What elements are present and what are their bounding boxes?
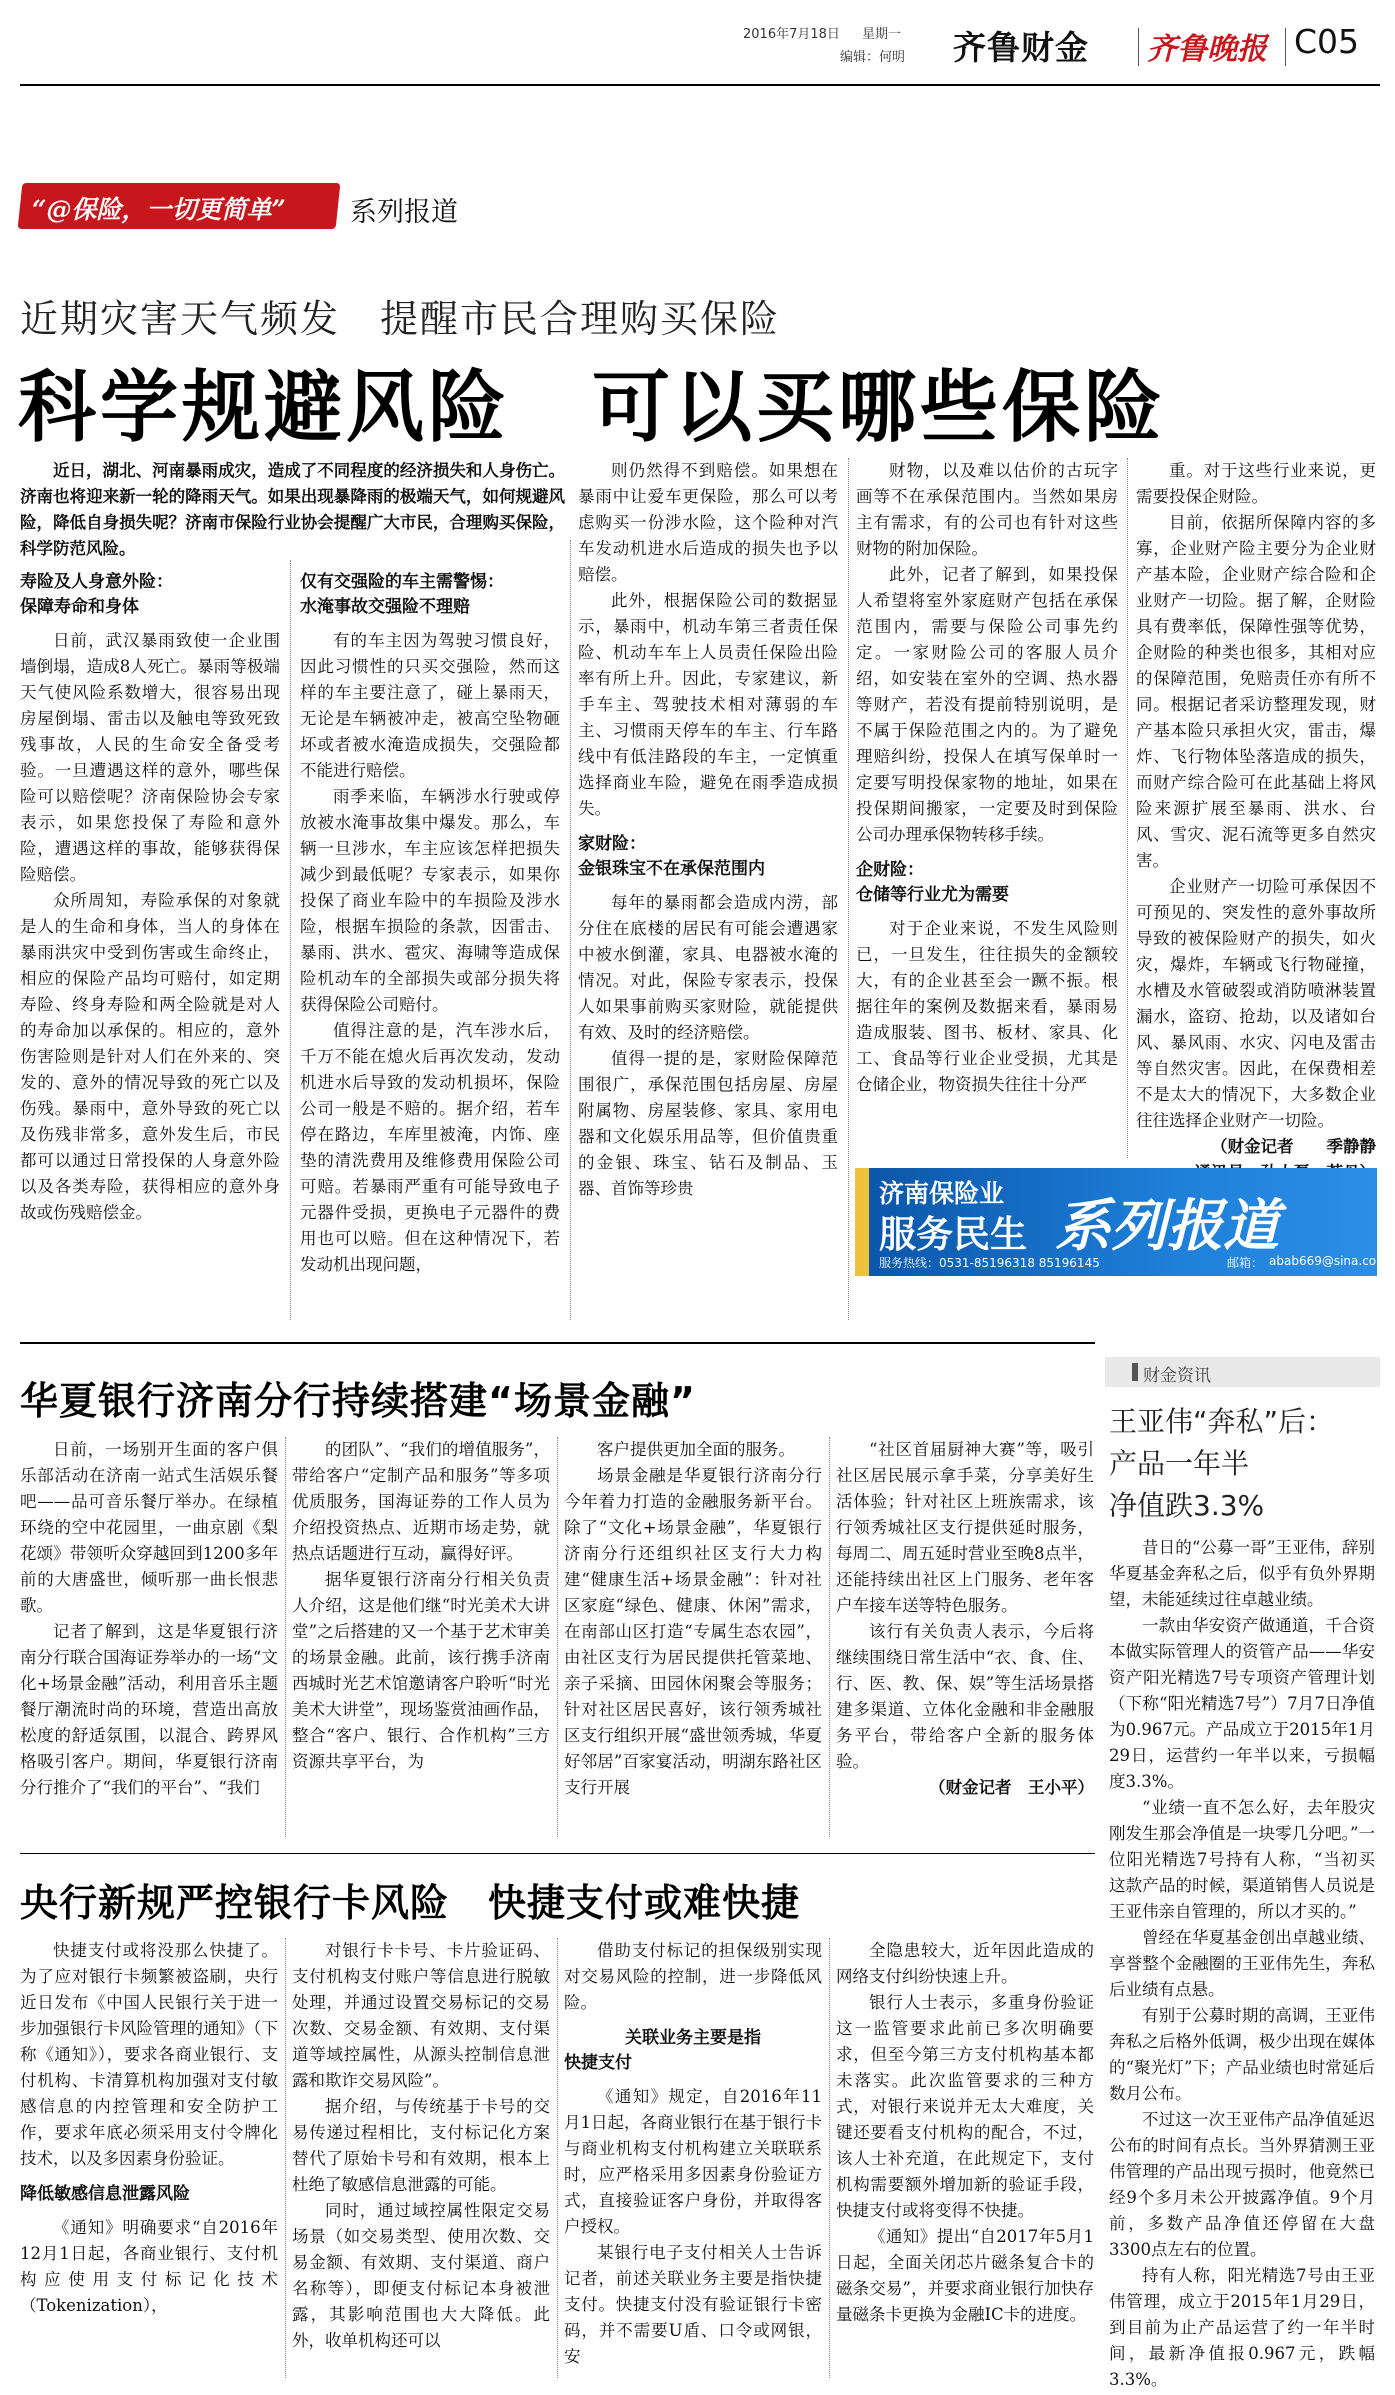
- header-section: 齐鲁财金: [953, 28, 1089, 67]
- story3-col-divider: [557, 1938, 558, 2378]
- story1-col-divider: [290, 560, 291, 1320]
- story1-col4-heading: 企财险： 仓储等行业尤为需要: [856, 860, 1009, 905]
- page-divider: [1285, 28, 1286, 66]
- story2-col-divider: [829, 1437, 830, 1837]
- story1-col1: 寿险及人身意外险： 保障寿命和身体 日前，武汉暴雨致使一企业围墙倒塌，造成8人死亡。暴雨等极端天气使风险系数增大，很容易出现房屋倒塌、雷击以及触电等致死致残事故，人民的生命安全备受考验。一旦遭遇这样的意外，哪些保险可以赔偿呢？济南保险协会专家表示，如果您投保了寿险和意外险，遭遇这样的事故，能够获得保险赔偿。 众所周知，寿险承保的对象就是人的生命和身体，当人的身体在暴雨洪灾中受到伤害或生命终止，相应的保险产品均可赔付，如定期寿险、终身寿险和两全险就是对人的寿命加以承保的。相应的，意外伤害险则是针对人们在外来的、突发的、意外的情况导致的死亡以及伤残。暴雨中，意外导致的死亡以及伤残非常多，意外发生后，市民都可以通过日常投保的人身意外险以及各类寿险，获得相应的意外身故或伤残赔偿金。: [20, 572, 280, 1222]
- series-promo-banner: [855, 1168, 1388, 1276]
- story1-col3-heading: 家财险： 金银珠宝不在承保范围内: [578, 834, 765, 879]
- story3-col1-heading: 降低敏感信息泄露风险: [20, 2184, 190, 2204]
- story3-col3-heading: 关联业务主要是指 快捷支付: [564, 2028, 761, 2073]
- story2-col-divider: [285, 1437, 286, 1837]
- story2-col1: 日前，一场别开生面的客户俱乐部活动在济南一站式生活娱乐餐吧——品可音乐餐厅举办。在绿植环绕的空中花园里，一曲京剧《梨花颂》带领听众穿越回到1200多年前的大唐盛世，倾听那一曲长恨悲歌。 记者了解到，这是华夏银行济南分行联合国海证券举办的一场“文化+场景金融”活动，利用音乐主题餐厅潮流时尚的环境，营造出高放松度的舒适氛围，以混合、跨界风格吸引客户。期间，华夏银行济南分行推介了“我们的平台”、“我们: [20, 1440, 278, 1797]
- story1-col3: 则仍然得不到赔偿。如果想在暴雨中让爱车更保险，那么可以考虑购买一份涉水险，这个险种对汽车发动机进水后造成的损失也予以赔偿。 此外，根据保险公司的数据显示，暴雨中，机动车第三者责任保险、机动车车上人员责任保险出险率有所上升。因此，专家建议，新手车主、驾驶技术相对薄弱的车主、习惯雨天停车的车主、行车路线中有低洼路段的车主，一定慎重选择商业车险，避免在雨季造成损失。 家财险： 金银珠宝不在承保范围内 每年的暴雨都会造成内涝，部分住在底楼的居民有可能会遭遇家中被水倒灌，家具、电器被水淹的情况。对此，保险专家表示，投保人如果事前购买家财险，就能提供有效、及时的经济赔偿。 值得一提的是，家财险保障范围很广，承保范围包括房屋、房屋附属物、房屋装修、家具、家用电器和文化娱乐用品等，但价值贵重的金银、珠宝、钻石及制品、玉器、首饰等珍贵: [578, 461, 838, 1198]
- story1-col-divider: [1127, 458, 1128, 1158]
- story1-lead: 近日，湖北、河南暴雨成灾，造成了不同程度的经济损失和人身伤亡。济南也将迎来新一轮的降雨天气。如果出现暴降雨的极端天气，如何规避风险，降低自身损失呢？济南市保险行业协会提醒广大市民，合理购买保险，科学防范风险。: [20, 461, 565, 558]
- story2-headline: 华夏银行济南分行持续搭建“场景金融”: [20, 1379, 696, 1423]
- story3-col-divider: [829, 1938, 830, 2378]
- newspaper-logo: 齐鲁晚报: [1147, 32, 1267, 67]
- story1-col5: 重。对于这些行业来说，更需要投保企财险。 目前，依据所保障内容的多寡，企业财产险主要分为企业财产基本险，企业财产综合险和企业财产一切险。据了解，企财险具有费率低，保障性强等优势，企财险的种类也很多，其相对应的保障范围，免赔责任亦有所不同。根据记者采访整理发现，财产基本险只承担火灾，雷击，爆炸、飞行物体坠落造成的损失，而财产综合险可在此基础上将风险来源扩展至暴雨、洪水、台风、雪灾、泥石流等更多自然灾害。 企业财产一切险可承保因不可预见的、突发性的意外事故所导致的被保险财产的损失，如火灾，爆炸，车辆或飞行物碰撞，水槽及水管破裂或消防喷淋装置漏水，盗窃、抢劫，以及诸如台风、暴风雨、水灾、闪电及雷击等自然灾害。因此，在保费相差不是太大的情况下，大多数企业往往选择企业财产一切险。 （财金记者 季静静: [1136, 458, 1376, 1170]
- story2-col2: 的团队”、“我们的增值服务”，带给客户“定制产品和服务”等多项优质服务，国海证券的工作人员为介绍投资热点、近期市场走势，就热点话题进行互动，赢得好评。 据华夏银行济南分行相关负责人介绍，这是他们继“时光美术大讲堂”之后搭建的又一个基于艺术审美的场景金融。此前，该行携手济南西城时光艺术馆邀请客户聆听“时光美术大讲堂”，现场鉴赏油画作品，整合“客户、银行、合作机构”三方资源共享平台，为: [292, 1440, 550, 1771]
- banner-email-label: 邮箱：: [1227, 1256, 1264, 1270]
- sidebar: [1105, 1345, 1380, 2390]
- sidebar-body: 昔日的“公募一哥”王亚伟，辞别华夏基金奔私之后，似乎有负外界期望，未能延续过往卓越业绩。 一款由华安资产做通道，千合资本做实际管理人的资管产品——华安资产阳光精选7号专项资产管理计划（下称“阳光精选7号”）7月7日净值为0.967元。产品成立于2015年1月29日，运营约一年半以来，亏损幅度3.3%。 “业绩一直不怎么好，去年股灾刚发生那会净值是一块零几分吧。”一位阳光精选7号持有人称，“当初买这款产品的时候，渠道销售人员说是王亚伟亲自管理的，所以才买的。” 曾经在华夏基金创出卓越业绩、享誉整个金融圈的王亚伟先生，奔私后业绩有点悬。 有别于公募时期的高调，王亚伟奔私之后格外低调，极少出现在媒体的“聚光灯”下；产品业绩也时常延后数月公布。 不过这一次王亚伟产品净值延迟公布的时间有点长。当外界猜测王亚伟管理的产品出现亏损时，他竟然已经9个多月未公开披露净值。9个月前，多数产品净值还停留在大盘3300点左右的位置。 持有人称，阳光精选7号由王亚伟管理，成立于2015年1月29日，到目前为止产品运营了约一年半时间，最新净值报0.967元，跌幅3.3%。: [1109, 1538, 1375, 2389]
- page-header: [0, 0, 1395, 90]
- banner-hotline: 服务热线：0531-85196318 85196145: [879, 1256, 1100, 1270]
- banner-line2: 服务民生: [879, 1213, 1027, 1256]
- header-rule: [20, 84, 1380, 86]
- sidebar-title: 王亚伟“奔私”后： 产品一年半 净值跌3.3%: [1109, 1405, 1335, 1522]
- series-label: 系列报道: [350, 197, 458, 228]
- story1-col2-heading: 仅有交强险的车主需警惕： 水淹事故交强险不理赔: [300, 572, 504, 617]
- story2-col4: “社区首届厨神大赛”等，吸引社区居民展示拿手菜，分享美好生活体验；针对社区上班族需求，该行领秀城社区支行提供延时服务，每周二、周五延时营业至晚8点半，还能持续出社区上门服务、老年客户车接车送等特色服务。 该行有关负责人表示，今后将继续围绕日常生活中“衣、食、住、行、医、教、保、娱”等生活场景搭建多渠道、立体化金融和非金融服务平台，带给客户全新的服务体验。 （财金记者 王小平）: [836, 1437, 1094, 1845]
- story1-col4: 财物，以及难以估价的古玩字画等不在承保范围内。当然如果房主有需求，有的公司也有针对这些财物的附加保险。 此外，记者了解到，如果投保人希望将室外家庭财产包括在承保范围内，需要与保险公司事先约定。一家财险公司的客服人员介绍，如安装在室外的空调、热水器等财产，若没有提前特别说明，是不属于保险范围之内的。为了避免理赔纠纷，投保人在填写保单时一定要写明投保家物的地址，如果在投保期间搬家，一定要及时到保险公司办理承保物转移手续。 企财险： 仓储等行业尤为需要 对于企业来说，不发生风险则已，一旦发生，往往损失的金额较大，有的企业甚至会一蹶不振。根据往年的案例及数据来看，暴雨易造成服装、图书、板材、家具、化工、食品等行业企业受损，尤其是仓储企业，物资损失往往十分严: [856, 461, 1118, 1094]
- story1-byline: （财金记者 季静静: [1211, 1137, 1376, 1156]
- section-rule: [20, 1342, 1095, 1344]
- section-rule: [20, 1853, 1095, 1854]
- header-weekday: 星期一: [862, 27, 902, 42]
- story1-col-divider: [570, 540, 571, 1320]
- story1-headline: 科学规避风险 可以买哪些保险: [18, 363, 1167, 453]
- story1-col2: 仅有交强险的车主需警惕： 水淹事故交强险不理赔 有的车主因为驾驶习惯良好，因此习惯性的只买交强险，然而这样的车主要注意了，碰上暴雨天，无论是车辆被冲走，被高空坠物砸坏或者被水淹造成损失，交强险都不能进行赔偿。 雨季来临，车辆涉水行驶或停放被水淹事故集中爆发。那么，车辆一旦涉水，车主应该怎样把损失减少到最低呢？专家表示，如果你投保了商业车险中的车损险及涉水险，根据车损险的条款，因雷击、暴雨、洪水、雹灾、海啸等造成保险机动车的全部损失或部分损失将获得保险公司赔付。 值得注意的是，汽车涉水后，千万不能在熄火后再次发动，发动机进水后导致的发动机损坏，保险公司一般是不赔的。据介绍，若车停在路边，车库里被淹，内饰、座垫的清洗费用及维修费用保险公司可赔。若暴雨严重有可能导致电子元器件受损，更换电子元器件的费用也可以赔。但在这种情况下，若发动机出现问题，: [300, 572, 560, 1274]
- story3-col4: 全隐患较大，近年因此造成的网络支付纠纷快速上升。 银行人士表示，多重身份验证这一监管要求此前已多次明确要求，但至今第三方支付机构基本都未落实。此次监管要求的三种方式，对银行来说并无太大难度，关键还要看支付机构的配合，不过，该人士补充道，在此规定下，支付机构需要额外增加新的验证手段，快捷支付或将变得不快捷。 《通知》提出“自2017年5月1日起，全面关闭芯片磁条复合卡的磁条交易”，并要求商业银行加快存量磁条卡更换为金融IC卡的进度。: [836, 1941, 1094, 2324]
- story2-byline: （财金记者 王小平）: [929, 1778, 1094, 1797]
- story1-subhead: 近期灾害天气频发 提醒市民合理购买保险: [20, 297, 781, 341]
- banner-email: abab669@sina.com: [1269, 1254, 1388, 1268]
- story1-col1-heading: 寿险及人身意外险： 保障寿命和身体: [20, 572, 173, 617]
- story3-col2: 对银行卡卡号、卡片验证码、支付机构支付账户等信息进行脱敏处理，并通过设置交易标记的交易次数、交易金额、有效期、支付渠道等域控属性，从源头控制信息泄露和欺诈交易风险”。 据介绍，与传统基于卡号的交易传递过程相比，支付标记化方案替代了原始卡号和有效期，根本上杜绝了敏感信息泄露的可能。 同时，通过域控属性限定交易场景（如交易类型、使用次数、交易金额、有效期、支付渠道、商户名称等），即便支付标记本身被泄露，其影响范围也大大降低。此外，收单机构还可以: [292, 1941, 550, 2350]
- sidebar-tag-marker: [1132, 1363, 1138, 1381]
- story3-col1: 快捷支付或将没那么快捷了。为了应对银行卡频繁被盗刷，央行近日发布《中国人民银行关于进一步加强银行卡风险管理的通知》（下称《通知》），要求各商业银行、支付机构、卡清算机构加强对支付敏感信息的内控管理和安全防护工作，要求年底必须采用支付令牌化技术，以及多因素身份验证。 降低敏感信息泄露风险 《通知》明确要求“自2016年12月1日起，各商业银行、支付机构应使用支付标记化技术（Tokenization），: [20, 1941, 278, 2315]
- story2-col3: 客户提供更加全面的服务。 场景金融是华夏银行济南分行今年着力打造的金融服务新平台。除了“文化+场景金融”，华夏银行济南分行还组织社区支行大力构建“健康生活+场景金融”：针对社区家庭“绿色、健康、休闲”需求，在南部山区打造“专属生态农园”，由社区支行为居民提供托管菜地、亲子采摘、田园休闲聚会等服务；针对社区居民喜好，该行领秀城社区支行组织开展“盛世领秀城，华夏好邻居”百家宴活动，明湖东路社区支行开展: [564, 1440, 822, 1797]
- banner-big: 系列报道: [1055, 1194, 1279, 1259]
- story3-col-divider: [285, 1938, 286, 2378]
- story3-headline: 央行新规严控银行卡风险 快捷支付或难快捷: [20, 1881, 801, 1925]
- page-number: C05: [1294, 22, 1360, 61]
- series-banner: [20, 183, 580, 235]
- series-tag-text: “@保险，一切更简单”: [32, 195, 286, 224]
- header-date: 2016年7月18日: [743, 27, 840, 42]
- sidebar-tag: 财金资讯: [1143, 1366, 1211, 1386]
- story2-col-divider: [557, 1437, 558, 1837]
- story1-col-divider: [848, 458, 849, 1320]
- banner-line1: 济南保险业: [879, 1179, 1005, 1208]
- banner-accent: [855, 1168, 869, 1276]
- header-editor: 编辑：何明: [840, 50, 906, 65]
- section-divider: [1138, 28, 1139, 66]
- story3-col3: 借助支付标记的担保级别实现对交易风险的控制，进一步降低风险。 关联业务主要是指 快捷支付 《通知》规定，自2016年11月1日起，各商业银行在基于银行卡与商业机构支付机构建立关联联系时，应严格采用多因素身份验证方式，直接验证客户身份，并取得客户授权。 某银行电子支付相关人士告诉记者，前述关联业务主要是指快捷支付。快捷支付没有验证银行卡密码，并不需要U盾、口令或网银，安: [564, 1941, 822, 2366]
